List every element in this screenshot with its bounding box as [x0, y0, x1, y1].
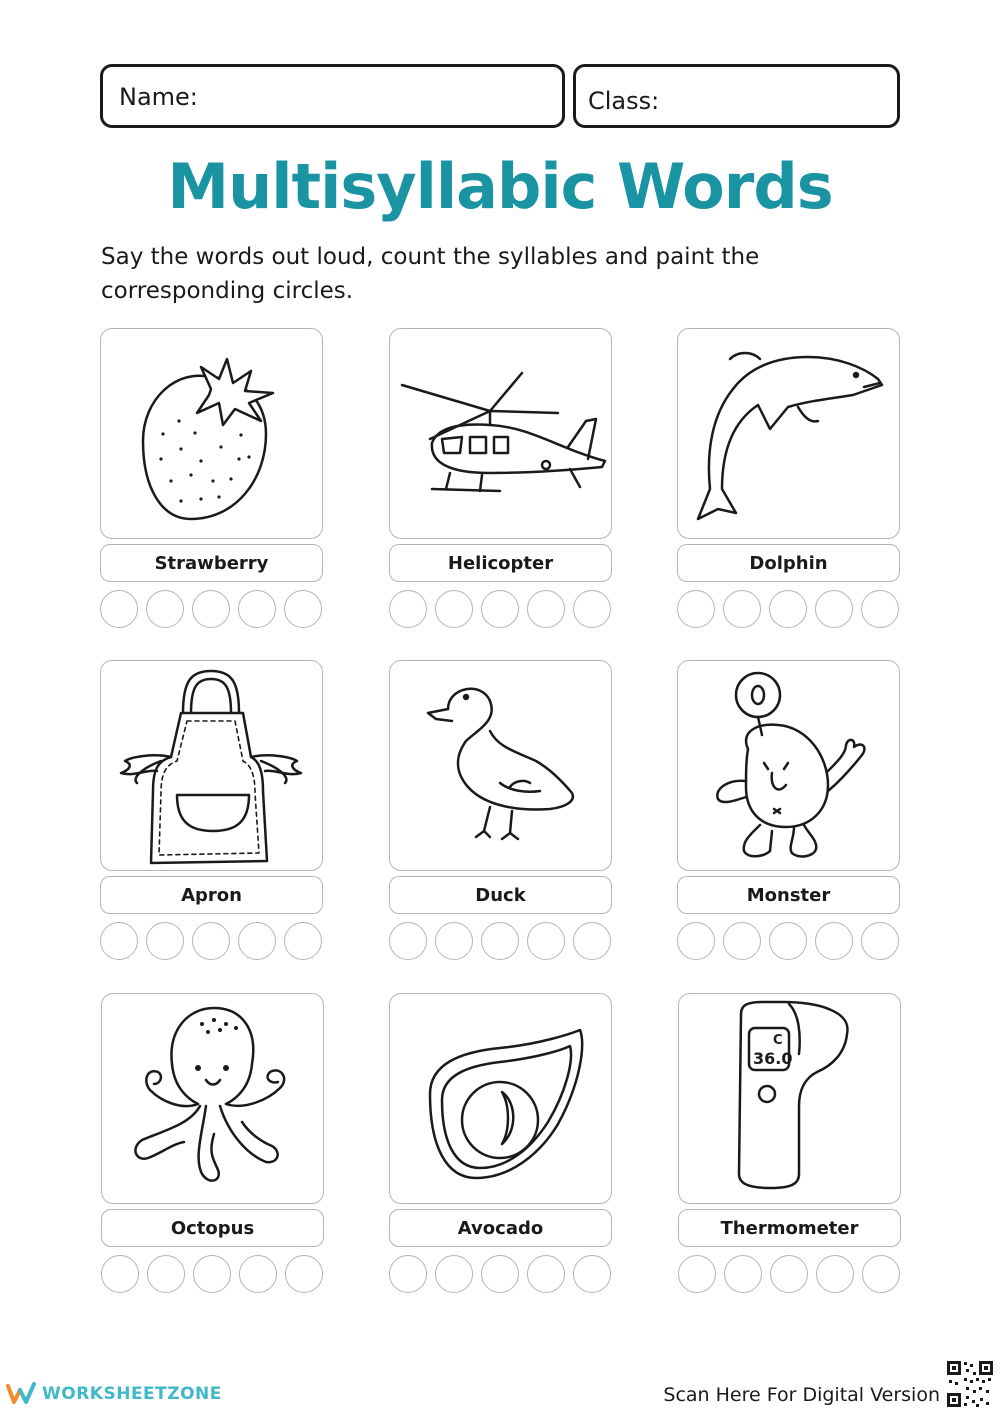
- syllable-circle[interactable]: [100, 590, 138, 628]
- syllable-circle[interactable]: [769, 590, 807, 628]
- syllable-circles: [389, 590, 611, 628]
- syllable-circles: [677, 590, 899, 628]
- syllable-circle[interactable]: [435, 590, 473, 628]
- syllable-circles: [100, 922, 322, 960]
- duck-icon: [390, 661, 611, 870]
- picture-frame: [389, 993, 612, 1204]
- syllable-circle[interactable]: [389, 922, 427, 960]
- syllable-circle[interactable]: [815, 922, 853, 960]
- syllable-circle[interactable]: [724, 1255, 762, 1293]
- syllable-circle[interactable]: [481, 590, 519, 628]
- syllable-circle[interactable]: [146, 922, 184, 960]
- syllable-circle[interactable]: [573, 590, 611, 628]
- helicopter-icon: [390, 329, 611, 538]
- picture-frame: [389, 660, 612, 871]
- picture-frame: [677, 328, 900, 539]
- syllable-circle[interactable]: [723, 922, 761, 960]
- syllable-circle[interactable]: [389, 1255, 427, 1293]
- word-label: Helicopter: [389, 544, 612, 582]
- picture-frame: [100, 328, 323, 539]
- syllable-circle[interactable]: [770, 1255, 808, 1293]
- page-title: Multisyllabic Words: [167, 150, 833, 223]
- word-label: Dolphin: [677, 544, 900, 582]
- apron-icon: [101, 661, 322, 870]
- syllable-circles: [677, 922, 899, 960]
- syllable-circle[interactable]: [239, 1255, 277, 1293]
- brand-name: WORKSHEETZONE: [42, 1384, 222, 1404]
- syllable-circle[interactable]: [527, 1255, 565, 1293]
- syllable-circle[interactable]: [573, 922, 611, 960]
- picture-frame: [100, 660, 323, 871]
- word-label: Apron: [100, 876, 323, 914]
- syllable-circle[interactable]: [527, 922, 565, 960]
- syllable-circle[interactable]: [677, 590, 715, 628]
- syllable-circle[interactable]: [100, 922, 138, 960]
- syllable-circles: [389, 922, 611, 960]
- syllable-circle[interactable]: [435, 922, 473, 960]
- qr-code-icon[interactable]: [946, 1360, 994, 1408]
- syllable-circles: [678, 1255, 900, 1293]
- syllable-circles: [101, 1255, 323, 1293]
- syllable-circle[interactable]: [192, 922, 230, 960]
- class-field[interactable]: [573, 64, 900, 128]
- picture-frame: [677, 660, 900, 871]
- syllable-circle[interactable]: [481, 922, 519, 960]
- syllable-circle[interactable]: [861, 590, 899, 628]
- syllable-circle[interactable]: [238, 922, 276, 960]
- name-label: Name:: [119, 83, 198, 111]
- word-label: Duck: [389, 876, 612, 914]
- syllable-circle[interactable]: [816, 1255, 854, 1293]
- word-label: Thermometer: [678, 1209, 901, 1247]
- scan-text: Scan Here For Digital Version: [663, 1384, 940, 1406]
- monster-icon: [678, 661, 899, 870]
- syllable-circle[interactable]: [389, 590, 427, 628]
- worksheetzone-logo-icon: [6, 1382, 36, 1406]
- thermometer-icon: [679, 994, 900, 1203]
- syllable-circle[interactable]: [193, 1255, 231, 1293]
- syllable-circle[interactable]: [815, 590, 853, 628]
- avocado-icon: [390, 994, 611, 1203]
- syllable-circle[interactable]: [769, 922, 807, 960]
- word-label: Octopus: [101, 1209, 324, 1247]
- syllable-circle[interactable]: [285, 1255, 323, 1293]
- syllable-circle[interactable]: [677, 922, 715, 960]
- word-label: Monster: [677, 876, 900, 914]
- syllable-circle[interactable]: [861, 922, 899, 960]
- octopus-icon: [102, 994, 323, 1203]
- syllable-circle[interactable]: [678, 1255, 716, 1293]
- thermometer-reading: 36.0: [753, 1049, 793, 1068]
- syllable-circles: [389, 1255, 611, 1293]
- word-label: Avocado: [389, 1209, 612, 1247]
- syllable-circle[interactable]: [238, 590, 276, 628]
- word-label: Strawberry: [100, 544, 323, 582]
- strawberry-icon: [101, 329, 322, 538]
- syllable-circle[interactable]: [284, 590, 322, 628]
- syllable-circle[interactable]: [146, 590, 184, 628]
- thermometer-unit: C: [773, 1033, 783, 1048]
- syllable-circle[interactable]: [527, 590, 565, 628]
- picture-frame: [678, 993, 901, 1204]
- picture-frame: [389, 328, 612, 539]
- syllable-circles: [100, 590, 322, 628]
- footer-logo[interactable]: [6, 1382, 222, 1406]
- syllable-circle[interactable]: [573, 1255, 611, 1293]
- syllable-circle[interactable]: [101, 1255, 139, 1293]
- syllable-circle[interactable]: [147, 1255, 185, 1293]
- syllable-circle[interactable]: [284, 922, 322, 960]
- syllable-circle[interactable]: [435, 1255, 473, 1293]
- syllable-circle[interactable]: [481, 1255, 519, 1293]
- dolphin-icon: [678, 329, 899, 538]
- syllable-circle[interactable]: [192, 590, 230, 628]
- syllable-circle[interactable]: [723, 590, 761, 628]
- instructions-text: Say the words out loud, count the syllables and paint the corresponding circles.: [101, 244, 760, 304]
- name-field[interactable]: [100, 64, 565, 128]
- picture-frame: [101, 993, 324, 1204]
- class-label: Class:: [588, 87, 660, 115]
- syllable-circle[interactable]: [862, 1255, 900, 1293]
